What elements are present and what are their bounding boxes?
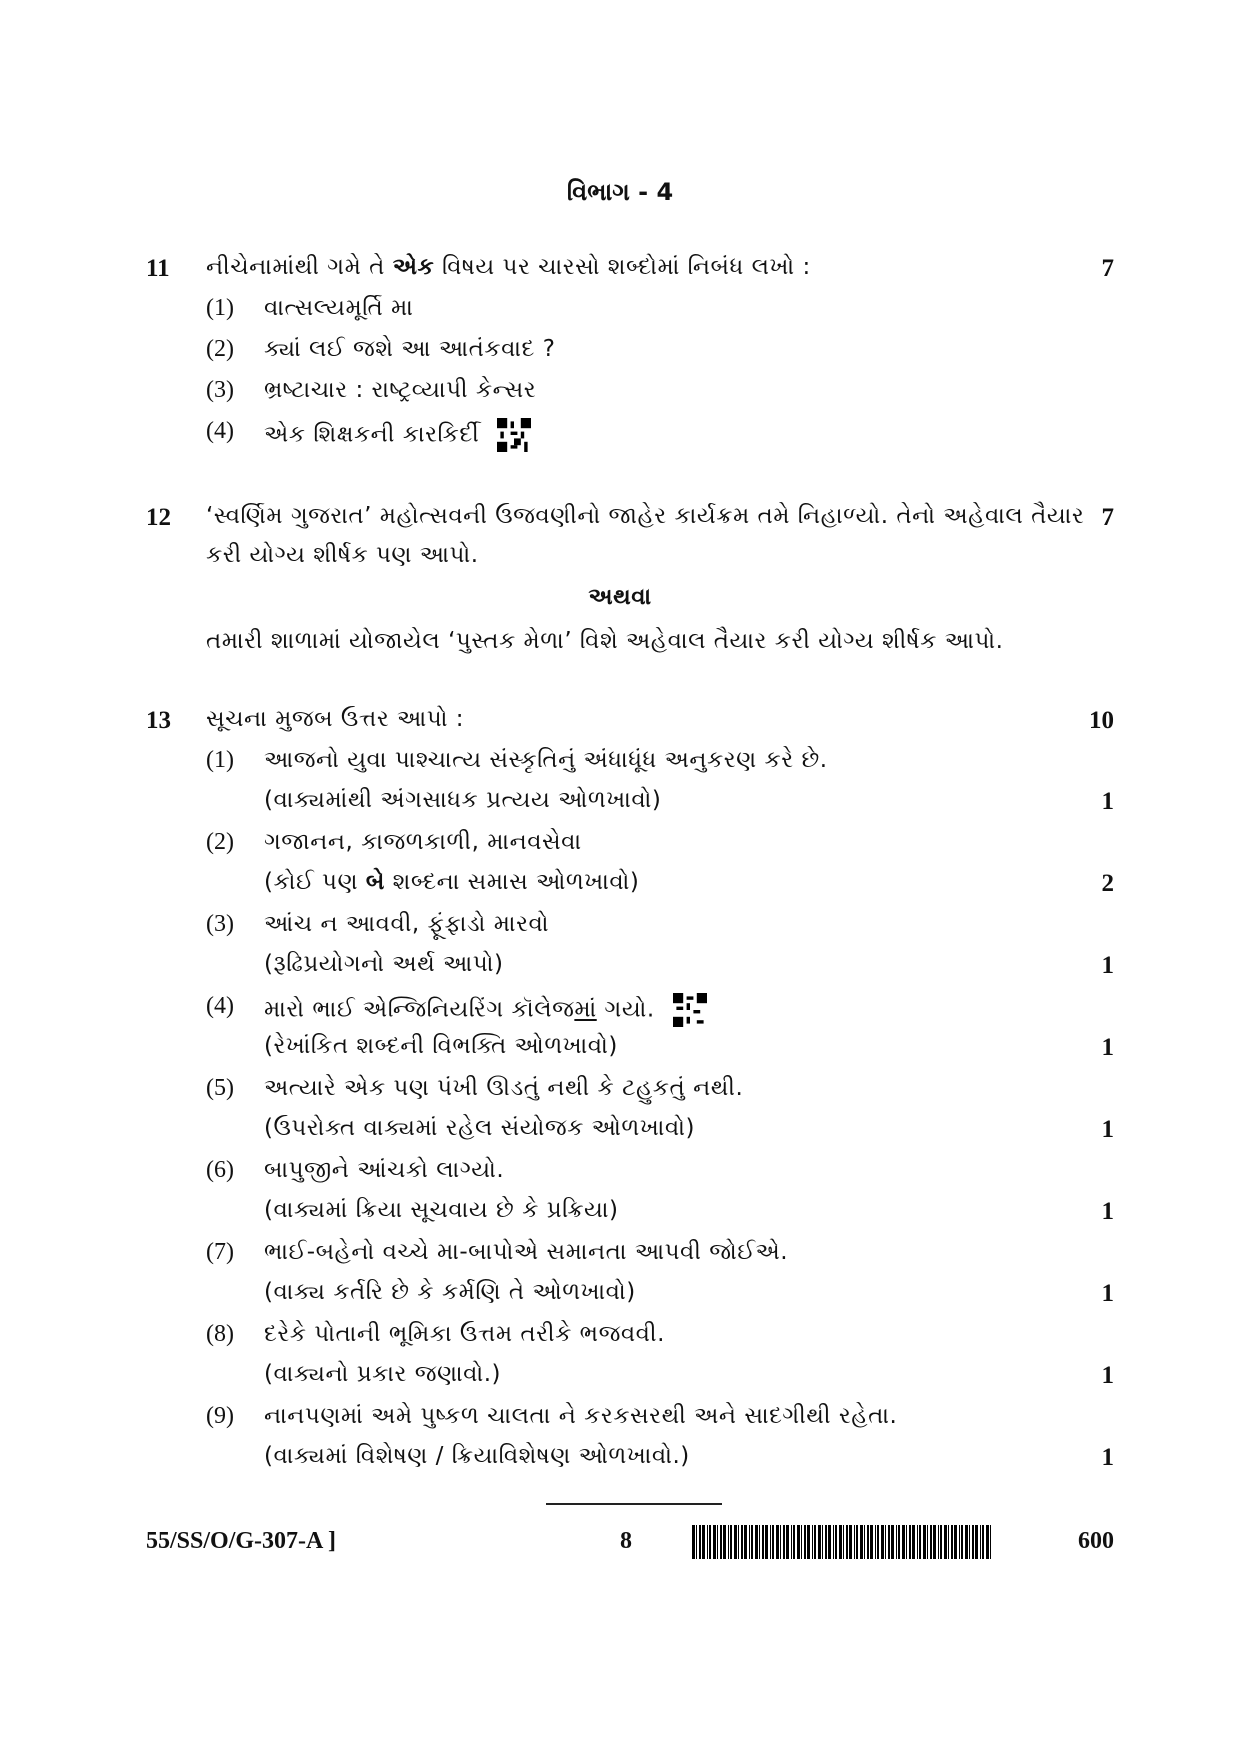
barcode-bar (975, 1525, 978, 1559)
q13-item-marks: 1 (1101, 1280, 1114, 1307)
barcode-bar (961, 1525, 963, 1559)
q13-item-instruction: (ઉપરોક્ત વાક્યમાં રહેલ સંયોજક ઓળખાવો) (264, 1115, 695, 1141)
barcode-bar (786, 1525, 789, 1559)
barcode-bar (818, 1525, 821, 1559)
barcode-bar (948, 1525, 949, 1559)
barcode-bar (702, 1525, 705, 1559)
barcode-bar (741, 1525, 743, 1559)
barcode-bar (749, 1525, 750, 1559)
q13-item-instruction: (વાક્યમાં ક્રિયા સૂચવાય છે કે પ્રક્રિયા) (264, 1197, 619, 1223)
barcode-bar (959, 1525, 960, 1559)
q11-option-text: વાત્સલ્યમૂર્તિ મા (264, 295, 414, 321)
barcode-bar (812, 1525, 813, 1559)
q13-item-text: ગજાનન, કાજળકાળી, માનવસેવા (264, 829, 582, 855)
item-text-part: મારો ભાઈ એન્જિનિયરિંગ કૉલેજ (264, 996, 575, 1023)
barcode-icon (692, 1525, 992, 1559)
q13-item-instruction: (વાક્યમાંથી અંગસાધક પ્રત્યય ઓળખાવો) (264, 787, 662, 813)
barcode-bar (728, 1525, 729, 1559)
barcode-bar (791, 1525, 792, 1559)
qr-code-icon (497, 418, 531, 452)
barcode-bar (793, 1525, 795, 1559)
barcode-bar (888, 1525, 890, 1559)
q13-item-label: (6) (206, 1157, 234, 1183)
q13-item-label: (2) (206, 829, 234, 855)
q13-item-text: બાપુજીને આંચકો લાગ્યો. (264, 1157, 505, 1183)
barcode-bar (755, 1525, 758, 1559)
barcode-bar (860, 1525, 863, 1559)
barcode-bar (696, 1525, 697, 1559)
q13-item-instruction: (વાક્યમાં વિશેષણ / ક્રિયાવિશેષણ ઓળખાવો.) (264, 1443, 690, 1469)
barcode-bar (825, 1525, 827, 1559)
q11-prompt-bold: એક (392, 254, 435, 280)
q13-item-marks: 1 (1101, 1034, 1114, 1061)
q13-item-text: ભાઈ-બહેનો વચ્ચે મા-બાપોએ સમાનતા આપવી જોઈએ. (264, 1239, 789, 1265)
q11-prompt-part: વિષય પર ચારસો શબ્દોમાં નિબંધ લખો : (434, 254, 811, 280)
q13-item-instruction: (વાક્ય કર્તરિ છે કે કર્મણિ તે ઓળખાવો) (264, 1279, 636, 1305)
barcode-bar (720, 1525, 722, 1559)
barcode-bar (730, 1525, 732, 1559)
instruction-bold: બે (365, 869, 385, 895)
barcode-bar (776, 1525, 779, 1559)
q11-option-text: ભ્રષ્ટાચાર : રાષ્ટ્રવ્યાપી કેન્સર (264, 377, 537, 403)
q13-item-text: આજનો યુવા પાશ્ચાત્ય સંસ્કૃતિનું અંધાધૂંધ અનુકરણ કરે છે. (264, 747, 828, 773)
barcode-bar (839, 1525, 842, 1559)
question-11-marks: 7 (1101, 255, 1114, 282)
barcode-bar (867, 1525, 869, 1559)
instruction-part: (કોઈ પણ (264, 869, 366, 895)
item-text-part: ગયો. (596, 996, 655, 1023)
barcode-bar (734, 1525, 737, 1559)
q13-item-instruction: (વાક્યનો પ્રકાર જણાવો.) (264, 1361, 502, 1387)
barcode-bar (804, 1525, 806, 1559)
q13-item-label: (3) (206, 911, 234, 937)
question-12-marks: 7 (1101, 504, 1114, 531)
instruction-part: શબ્દના સમાસ ઓળખાવો) (384, 869, 640, 895)
q13-item-label: (7) (206, 1239, 234, 1265)
barcode-bar (843, 1525, 844, 1559)
barcode-bar (807, 1525, 810, 1559)
question-12-alternative: તમારી શાળામાં યોજાયેલ ‘પુસ્તક મેળા’ વિશે અહેવાલ તૈયાર કરી યોગ્ય શીર્ષક આપો. (206, 628, 1004, 654)
question-13-prompt: સૂચના મુજબ ઉત્તર આપો : (206, 706, 465, 732)
barcode-bar (772, 1525, 774, 1559)
barcode-bar (870, 1525, 873, 1559)
q13-item-text: આંચ ન આવવી, ફૂંફાડો મારવો (264, 911, 550, 937)
q13-item-label: (5) (206, 1075, 234, 1101)
barcode-bar (885, 1525, 886, 1559)
q13-item-instruction: (રેખાંકિત શબ્દની વિભક્તિ ઓળખાવો) (264, 1033, 618, 1059)
q11-option-4 (264, 418, 531, 452)
page-number: 8 (620, 1528, 632, 1554)
q13-item-label: (1) (206, 747, 234, 773)
barcode-bar (692, 1525, 695, 1559)
barcode-bar (954, 1525, 957, 1559)
q11-option-label: (4) (206, 418, 234, 444)
barcode-bar (738, 1525, 739, 1559)
barcode-bar (980, 1525, 981, 1559)
barcode-bar (919, 1525, 921, 1559)
barcode-bar (864, 1525, 865, 1559)
barcode-bar (969, 1525, 970, 1559)
barcode-bar (854, 1525, 855, 1559)
barcode-bar (828, 1525, 831, 1559)
q11-option-text: ક્યાં લઈ જશે આ આતંકવાદ ? (264, 336, 556, 362)
question-11-number: 11 (146, 255, 170, 282)
q13-item-marks: 1 (1101, 1362, 1114, 1389)
barcode-bar (891, 1525, 894, 1559)
barcode-bar (709, 1525, 711, 1559)
page-end-rule (546, 1503, 722, 1505)
barcode-bar (972, 1525, 974, 1559)
barcode-bar (723, 1525, 726, 1559)
barcode-bar (923, 1525, 926, 1559)
barcode-bar (780, 1525, 781, 1559)
barcode-bar (833, 1525, 834, 1559)
barcode-bar (814, 1525, 816, 1559)
q11-option-text: એક શિક્ષકની કારકિર્દી (264, 421, 480, 448)
barcode-bar (986, 1525, 989, 1559)
barcode-bar (762, 1525, 764, 1559)
q13-item-marks: 1 (1101, 1444, 1114, 1471)
question-12-line2: કરી યોગ્ય શીર્ષક પણ આપો. (206, 542, 479, 568)
barcode-bar (835, 1525, 837, 1559)
q13-item-label: (8) (206, 1321, 234, 1347)
q11-option-label: (2) (206, 336, 234, 362)
barcode-bar (699, 1525, 701, 1559)
barcode-bar (912, 1525, 915, 1559)
barcode-bar (951, 1525, 953, 1559)
barcode-bar (744, 1525, 747, 1559)
barcode-bar (856, 1525, 858, 1559)
qr-code-icon (673, 993, 707, 1027)
barcode-bar (717, 1525, 718, 1559)
barcode-bar (965, 1525, 968, 1559)
question-13-number: 13 (146, 707, 171, 734)
copy-count: 600 (1078, 1528, 1114, 1554)
q13-item-label: (4) (206, 993, 234, 1019)
barcode-bar (898, 1525, 900, 1559)
question-11-prompt (206, 254, 811, 280)
barcode-bar (990, 1525, 991, 1559)
q13-item-marks: 1 (1101, 1116, 1114, 1143)
barcode-bar (849, 1525, 852, 1559)
q13-item-marks: 2 (1101, 870, 1114, 897)
barcode-bar (822, 1525, 823, 1559)
barcode-bar (713, 1525, 716, 1559)
barcode-bar (902, 1525, 905, 1559)
or-separator: અથવા (588, 584, 652, 610)
barcode-bar (801, 1525, 802, 1559)
barcode-bar (770, 1525, 771, 1559)
barcode-bar (927, 1525, 928, 1559)
barcode-bar (938, 1525, 939, 1559)
barcode-bar (759, 1525, 760, 1559)
q13-item-text: દરેકે પોતાની ભૂમિકા ઉત્તમ તરીકે ભજવવી. (264, 1321, 665, 1347)
paper-code: 55/SS/O/G-307-A ] (146, 1528, 337, 1554)
q13-item-instruction: (રૂઢિપ્રયોગનો અર્થ આપો) (264, 951, 504, 977)
q11-option-label: (3) (206, 377, 234, 403)
barcode-bar (982, 1525, 984, 1559)
barcode-bar (930, 1525, 932, 1559)
q13-item-instruction (264, 869, 639, 895)
q13-item-marks: 1 (1101, 952, 1114, 979)
barcode-bar (797, 1525, 800, 1559)
barcode-bar (917, 1525, 918, 1559)
q13-item-label: (9) (206, 1403, 234, 1429)
barcode-bar (944, 1525, 947, 1559)
q13-item-marks: 1 (1101, 1198, 1114, 1225)
underlined-word: માં (574, 996, 597, 1023)
barcode-bar (846, 1525, 848, 1559)
question-12-line1: ‘સ્વર્ણિમ ગુજરાત’ મહોત્સવની ઉજવણીનો જાહેર કાર્યક્રમ તમે નિહાળ્યો. તેનો અહેવાલ તૈયાર (206, 503, 1085, 529)
barcode-bar (765, 1525, 768, 1559)
barcode-bar (707, 1525, 708, 1559)
barcode-bar (909, 1525, 911, 1559)
q11-option-label: (1) (206, 295, 234, 321)
barcode-bar (875, 1525, 876, 1559)
barcode-bar (881, 1525, 884, 1559)
barcode-bar (783, 1525, 785, 1559)
q13-item-text (264, 993, 707, 1027)
barcode-bar (751, 1525, 753, 1559)
q11-prompt-part: નીચેનામાંથી ગમે તે (206, 254, 393, 280)
barcode-bar (940, 1525, 942, 1559)
barcode-bar (877, 1525, 879, 1559)
barcode-bar (896, 1525, 897, 1559)
question-12-number: 12 (146, 504, 171, 531)
barcode-bar (906, 1525, 907, 1559)
barcode-bar (933, 1525, 936, 1559)
section-title: વિભાગ - 4 (566, 178, 674, 206)
q13-item-marks: 1 (1101, 788, 1114, 815)
q13-item-text: નાનપણમાં અમે પુષ્કળ ચાલતા ને કરકસરથી અને સાદગીથી રહેતા. (264, 1403, 898, 1429)
question-13-marks: 10 (1089, 707, 1114, 734)
q13-item-text: અત્યારે એક પણ પંખી ઊડતું નથી કે ટહુકતું નથી. (264, 1075, 744, 1101)
